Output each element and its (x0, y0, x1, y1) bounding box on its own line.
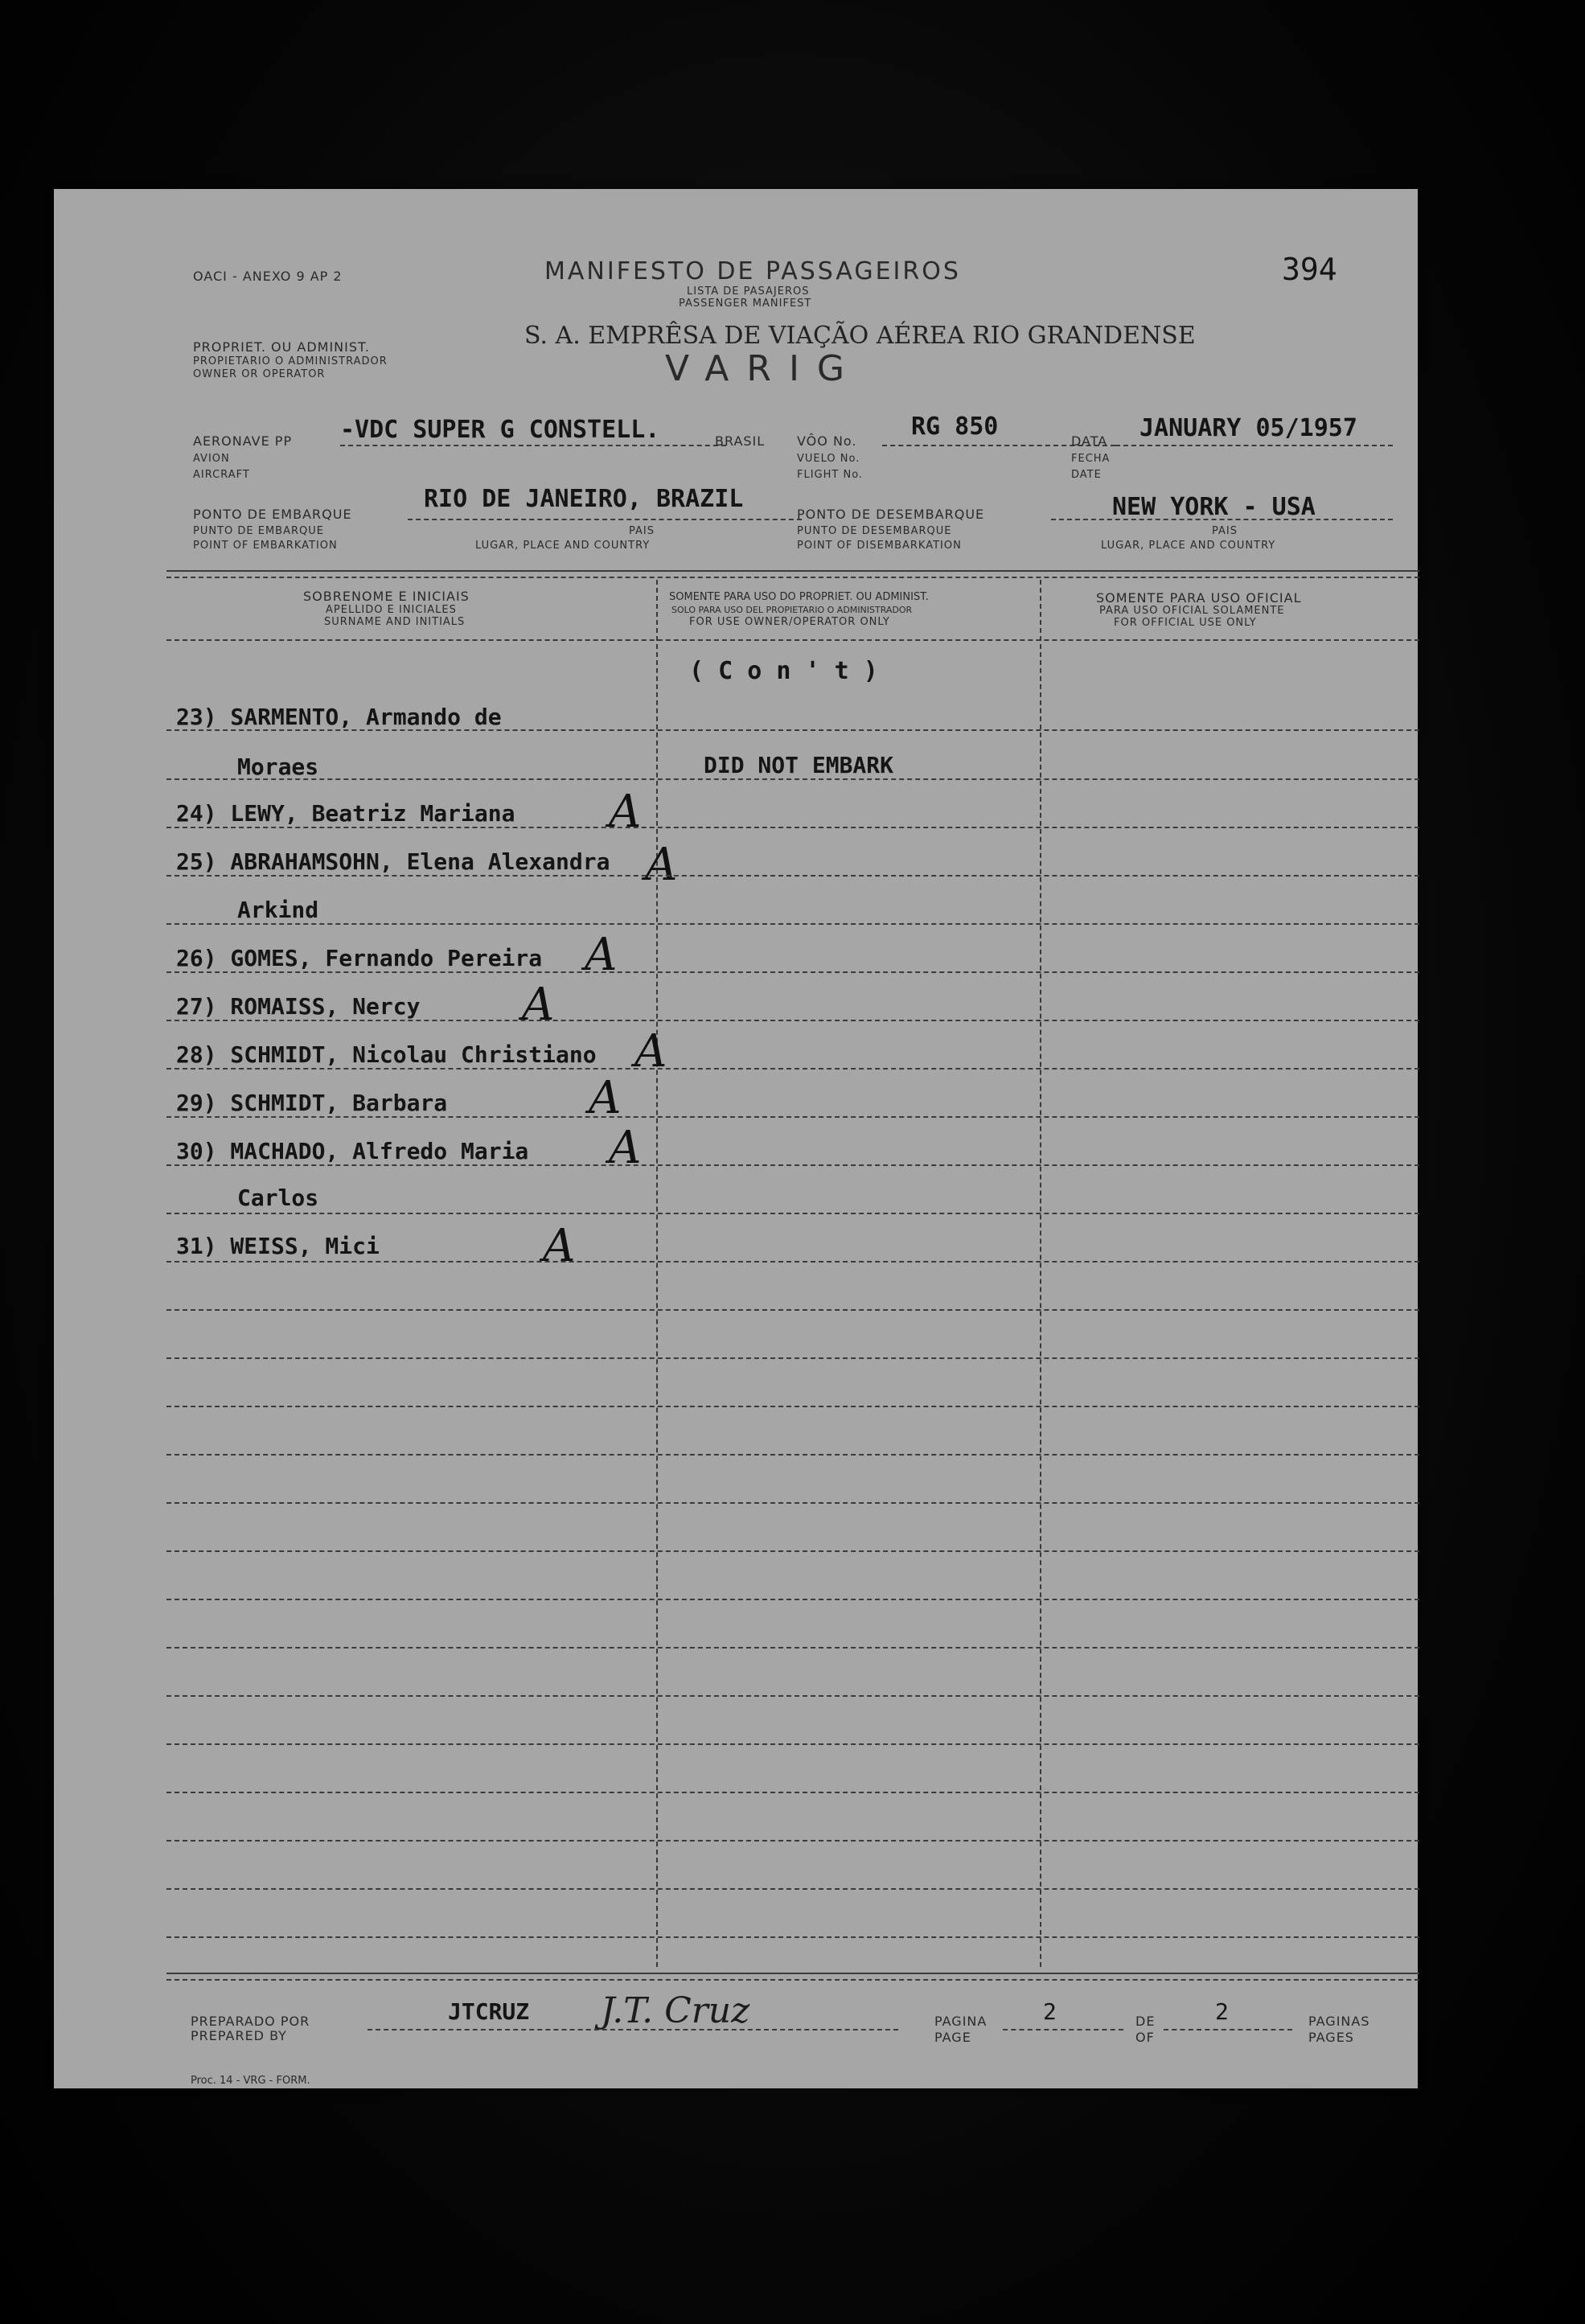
page-value: 2 (1043, 1998, 1057, 2025)
table-rule (166, 1888, 1419, 1890)
table-rule (166, 1502, 1419, 1504)
table-rule (166, 1213, 1419, 1214)
passenger-row-31: 31) WEISS, Mici (176, 1233, 380, 1259)
company-logo-text: VARIG (665, 348, 863, 389)
passenger-row-23-cont: Moraes (237, 753, 319, 780)
table-rule (166, 1454, 1419, 1456)
page-label-en: PAGE (934, 2030, 971, 2045)
page-label: PAGINA (934, 2014, 988, 2029)
passenger-row-29: 29) SCHMIDT, Barbara (176, 1090, 448, 1116)
aircraft-label-en: AIRCRAFT (193, 469, 250, 481)
pages-label-en: PAGES (1308, 2030, 1354, 2045)
manifest-sheet (54, 189, 1418, 2088)
table-rule (166, 1936, 1419, 1938)
table-rule (166, 1020, 1419, 1021)
prepared-value: JTCRUZ (448, 1998, 530, 2025)
table-rule (166, 1840, 1419, 1842)
table-rule (166, 1164, 1419, 1166)
passenger-row-27: 27) ROMAISS, Nercy (176, 993, 421, 1020)
table-rule (166, 1116, 1419, 1118)
flight-value: RG 850 (911, 413, 999, 441)
flight-label-es: VUELO No. (797, 453, 860, 465)
date-value: JANUARY 05/1957 (1139, 414, 1357, 442)
page-number: 394 (1282, 252, 1337, 287)
disembark-label-en: POINT OF DISEMBARKATION (797, 540, 962, 552)
disembark-country-label: PAIS (1212, 525, 1238, 537)
col1-heading: SOBRENOME E INICIAIS (303, 589, 470, 604)
embark-label-es: PUNTO DE EMBARQUE (193, 525, 324, 537)
passenger-mark-31: A (543, 1220, 576, 1272)
embark-label: PONTO DE EMBARQUE (193, 507, 352, 522)
preparer-signature: J.T. Cruz (601, 1990, 750, 2031)
continued-label: ( C o n ' t ) (689, 657, 878, 685)
flight-label-en: FLIGHT No. (797, 469, 864, 481)
passenger-row-23-note: DID NOT EMBARK (704, 752, 894, 778)
table-rule (166, 729, 1419, 731)
passenger-mark-26: A (585, 929, 618, 981)
table-rule (166, 778, 1419, 780)
prepared-label-en: PREPARED BY (191, 2028, 287, 2043)
table-rule (166, 1068, 1419, 1070)
passenger-mark-25: A (645, 839, 678, 891)
aircraft-label: AERONAVE PP (193, 433, 293, 449)
passenger-row-25-cont: Arkind (237, 897, 319, 923)
owner-label-es: PROPIETARIO O ADMINISTRADOR (193, 355, 388, 367)
pages-label: PAGINAS (1308, 2014, 1370, 2029)
table-rule (166, 1550, 1419, 1552)
table-rule (166, 923, 1419, 925)
disembark-label: PONTO DE DESEMBARQUE (797, 507, 985, 522)
manifest-title: MANIFESTO DE PASSAGEIROS (544, 257, 961, 285)
passenger-row-30: 30) MACHADO, Alfredo Maria (176, 1138, 529, 1164)
passenger-row-24: 24) LEWY, Beatriz Mariana (176, 800, 515, 827)
embark-label-en: POINT OF EMBARKATION (193, 540, 338, 552)
passenger-mark-29: A (589, 1072, 622, 1124)
col3-heading-es: PARA USO OFICIAL SOLAMENTE (1099, 605, 1285, 617)
disembark-label-es: PUNTO DE DESEMBARQUE (797, 525, 952, 537)
company-name: S. A. EMPRÊSA DE VIAÇÃO AÉREA RIO GRANDENSE (524, 322, 1196, 350)
of-label: DE (1135, 2014, 1156, 2029)
brasil-label: BRASIL (715, 433, 766, 449)
column-divider-2 (1040, 580, 1041, 1967)
manifest-subtitle-en: PASSENGER MANIFEST (679, 298, 812, 310)
col1-heading-es: APELLIDO E INICIALES (326, 604, 457, 616)
table-rule (166, 1599, 1419, 1600)
table-rule (166, 1309, 1419, 1311)
aircraft-label-es: AVION (193, 453, 230, 465)
table-rule (166, 1743, 1419, 1745)
disembark-place-label: LUGAR, PLACE AND COUNTRY (1101, 540, 1276, 552)
table-rule (166, 1357, 1419, 1359)
passenger-mark-27: A (522, 979, 555, 1031)
passenger-row-26: 26) GOMES, Fernando Pereira (176, 945, 543, 971)
table-rule (166, 1695, 1419, 1697)
table-rule (166, 1792, 1419, 1793)
owner-label-en: OWNER OR OPERATOR (193, 368, 326, 380)
col2-heading-es: SOLO PARA USO DEL PROPIETARIO O ADMINISTRADOR (671, 605, 913, 615)
date-label-es: FECHA (1071, 453, 1111, 465)
col1-heading-en: SURNAME AND INITIALS (324, 616, 466, 628)
pages-value: 2 (1215, 1998, 1229, 2025)
aircraft-value: -VDC SUPER G CONSTELL. (340, 416, 660, 444)
owner-label-pt: PROPRIET. OU ADMINIST. (193, 339, 370, 355)
date-label-en: DATE (1071, 469, 1102, 481)
passenger-row-23: 23) SARMENTO, Armando de (176, 704, 502, 730)
form-code: Proc. 14 - VRG - FORM. (191, 2075, 310, 2087)
embark-place-label: LUGAR, PLACE AND COUNTRY (475, 540, 651, 552)
disembark-value: NEW YORK - USA (1112, 493, 1316, 521)
column-divider-1 (656, 580, 658, 1967)
col3-heading: SOMENTE PARA USO OFICIAL (1096, 590, 1302, 606)
passenger-row-28: 28) SCHMIDT, Nicolau Christiano (176, 1041, 597, 1068)
table-rule (166, 827, 1419, 828)
flight-label: VÔO No. (797, 433, 857, 449)
passenger-row-25: 25) ABRAHAMSOHN, Elena Alexandra (176, 848, 610, 875)
passenger-row-30-cont: Carlos (237, 1185, 319, 1211)
table-rule (166, 1647, 1419, 1649)
col3-heading-en: FOR OFFICIAL USE ONLY (1114, 617, 1257, 629)
table-rule (166, 1406, 1419, 1407)
prepared-label: PREPARADO POR (191, 2014, 310, 2029)
manifest-subtitle-es: LISTA DE PASAJEROS (687, 285, 810, 298)
of-label-en: OF (1135, 2030, 1155, 2045)
date-label: DATA (1071, 433, 1108, 449)
passenger-mark-30: A (609, 1122, 642, 1174)
embark-value: RIO DE JANEIRO, BRAZIL (424, 485, 744, 513)
table-rule (166, 1261, 1419, 1263)
passenger-mark-28: A (634, 1025, 667, 1078)
col2-heading: SOMENTE PARA USO DO PROPRIET. OU ADMINIST. (669, 591, 929, 603)
annex-label: OACI - ANEXO 9 AP 2 (193, 269, 343, 284)
embark-country-label: PAIS (629, 525, 655, 537)
table-rule (166, 875, 1419, 877)
passenger-mark-24: A (609, 786, 642, 838)
col2-heading-en: FOR USE OWNER/OPERATOR ONLY (689, 616, 890, 628)
table-rule (166, 971, 1419, 973)
